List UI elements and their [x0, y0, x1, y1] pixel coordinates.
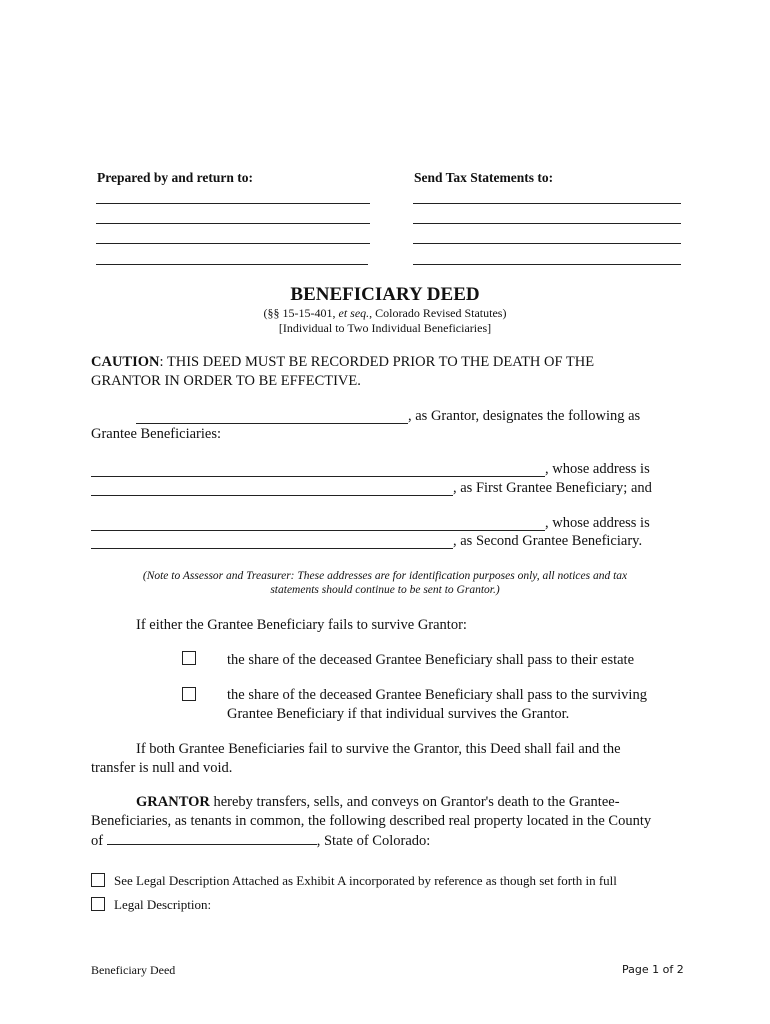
second-address-suffix: , whose address is	[545, 515, 650, 531]
tax-line-4[interactable]	[413, 264, 681, 265]
surviving-option-label-1: the share of the deceased Grantee Beneficiary shall pass to the surviving	[227, 687, 647, 703]
caution-line-2: GRANTOR IN ORDER TO BE EFFECTIVE.	[91, 373, 361, 389]
second-beneficiary-name-field[interactable]	[91, 548, 453, 549]
estate-option-checkbox[interactable]	[182, 651, 196, 665]
deed-kind: [Individual to Two Individual Beneficiaries]	[278, 321, 492, 335]
prepared-by-label: Prepared by and return to:	[97, 170, 254, 185]
exhibit-a-label: See Legal Description Attached as Exhibit A incorporated by reference as though set forth in full	[114, 873, 617, 888]
survive-intro: If either the Grantee Beneficiary fails to survive Grantor:	[136, 617, 467, 633]
surviving-option-checkbox[interactable]	[182, 687, 196, 701]
footer-document-name: Beneficiary Deed	[91, 963, 176, 977]
legal-description-checkbox[interactable]	[91, 897, 105, 911]
caution-line-1: CAUTION: THIS DEED MUST BE RECORDED PRIOR TO THE DEATH OF THE	[91, 354, 595, 370]
prepared-by-line-4[interactable]	[96, 264, 368, 265]
tax-line-1[interactable]	[413, 203, 681, 204]
grantee-beneficiaries-label: Grantee Beneficiaries:	[91, 426, 222, 442]
second-role-suffix: , as Second Grantee Beneficiary.	[453, 533, 643, 549]
exhibit-a-checkbox[interactable]	[91, 873, 105, 887]
tax-line-3[interactable]	[413, 243, 681, 244]
prepared-by-line-2[interactable]	[96, 223, 370, 224]
prepared-by-line-3[interactable]	[96, 243, 370, 244]
surviving-option-label-2: Grantee Beneficiary if that individual survives the Grantor.	[227, 706, 570, 722]
prepared-by-line-1[interactable]	[96, 203, 370, 204]
county-field[interactable]	[107, 830, 317, 845]
first-beneficiary-name-field[interactable]	[91, 495, 453, 496]
legal-description-label: Legal Description:	[114, 897, 212, 912]
grantor-designates-text: , as Grantor, designates the following as	[408, 408, 641, 424]
second-beneficiary-address-field[interactable]	[91, 530, 545, 531]
transfer-line-2: Beneficiaries, as tenants in common, the following described real property located in the County	[91, 813, 652, 829]
first-beneficiary-address-field[interactable]	[91, 476, 545, 477]
first-address-suffix: , whose address is	[545, 461, 650, 477]
tax-line-2[interactable]	[413, 223, 681, 224]
send-tax-label: Send Tax Statements to:	[414, 170, 554, 185]
document-title: BENEFICIARY DEED	[290, 284, 480, 305]
transfer-line-1: GRANTOR hereby transfers, sells, and conveys on Grantor's death to the Grantee-	[136, 794, 620, 810]
estate-option-label: the share of the deceased Grantee Beneficiary shall pass to their estate	[227, 652, 635, 668]
footer-page-number: Page 1 of 2	[622, 963, 684, 976]
statute-reference: (§§ 15-15-401, et seq., Colorado Revised Statutes)	[263, 306, 507, 320]
assessor-note-line-2: statements should continue to be sent to Grantor.)	[270, 584, 500, 596]
assessor-note-line-1: (Note to Assessor and Treasurer: These addresses are for identification purposes only, all notices and tax	[142, 570, 628, 582]
both-fail-line-1: If both Grantee Beneficiaries fail to survive the Grantor, this Deed shall fail and the	[136, 741, 621, 757]
transfer-line-3: of , State of Colorado:	[91, 830, 430, 851]
first-role-suffix: , as First Grantee Beneficiary; and	[453, 480, 652, 496]
both-fail-line-2: transfer is null and void.	[91, 760, 233, 776]
grantor-name-field[interactable]	[136, 423, 408, 424]
